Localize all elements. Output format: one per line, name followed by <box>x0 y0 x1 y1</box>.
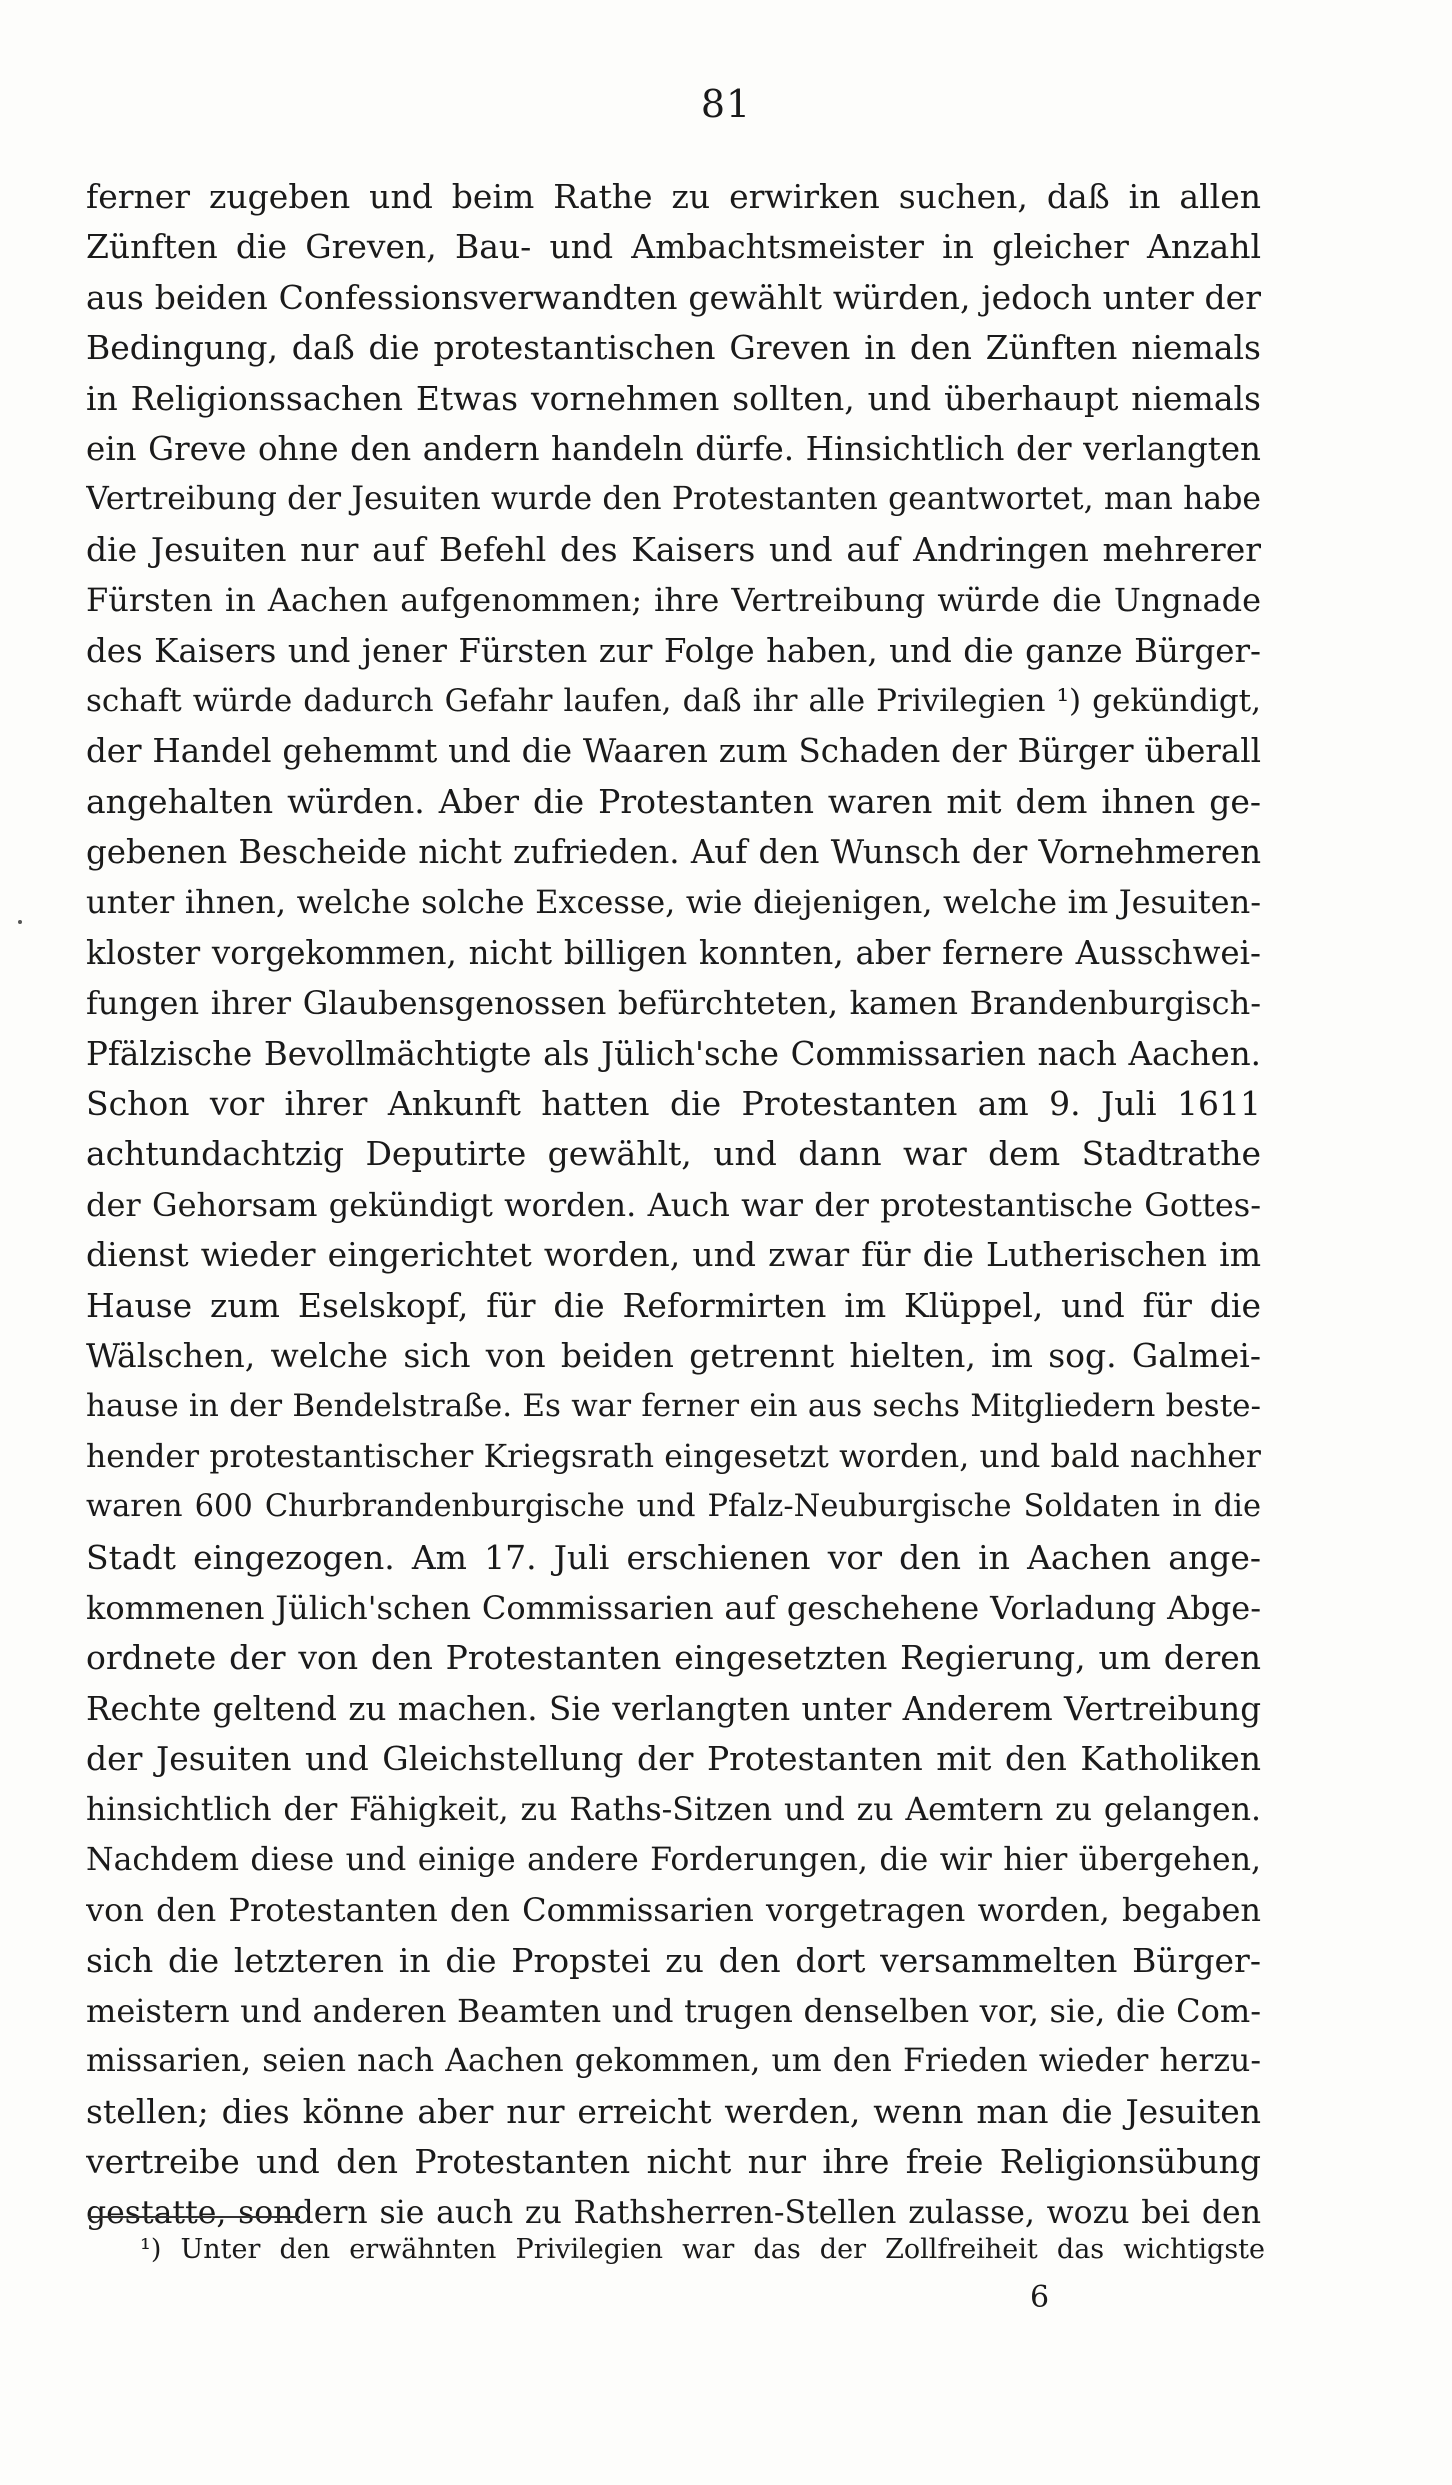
text-line: stellen; dies könne aber nur erreicht werden, wenn man die Jesuiten <box>86 2091 1261 2131</box>
text-line: in Religionssachen Etwas vornehmen sollten, und überhaupt niemals <box>86 378 1261 418</box>
page-number: 81 <box>700 82 752 126</box>
text-line: der Handel gehemmt und die Waaren zum Schaden der Bürger überall <box>86 732 1261 771</box>
text-line: Nachdem diese und einige andere Forderungen, die wir hier übergehen, <box>86 1841 1261 1878</box>
text-line: angehalten würden. Aber die Protestanten waren mit dem ihnen ge- <box>86 781 1261 821</box>
text-line: schaft würde dadurch Gefahr laufen, daß ihr alle Privilegien ¹) gekündigt, <box>86 682 1261 719</box>
text-line: ein Greve ohne den andern handeln dürfe. Hinsichtlich der verlangten <box>86 429 1261 468</box>
text-line: Stadt eingezogen. Am 17. Juli erschienen vor den in Aachen ange- <box>86 1537 1261 1577</box>
text-line: gebenen Bescheide nicht zufrieden. Auf den Wunsch der Vornehmeren <box>86 833 1261 872</box>
text-line: waren 600 Churbrandenburgische und Pfalz-Neuburgische Soldaten in die <box>86 1489 1261 1525</box>
text-line: der Gehorsam gekündigt worden. Auch war der protestantische Gottes- <box>86 1185 1261 1224</box>
text-line: Zünften die Greven, Bau- und Ambachtsmeister in gleicher Anzahl <box>86 227 1261 267</box>
footnote: ¹) Unter den erwähnten Privilegien war das der Zollfreiheit das wichtigste <box>140 2234 1265 2265</box>
text-line: gestatte, sondern sie auch zu Rathsherren-Stellen zulasse, wozu bei den <box>86 2194 1261 2231</box>
text-line: sich die letzteren in die Propstei zu den dort versammelten Bürger- <box>86 1940 1261 1980</box>
text-line: aus beiden Confessionsverwandten gewählt würden, jedoch unter der <box>86 277 1261 317</box>
text-line: kommenen Jülich'schen Commissarien auf geschehene Vorladung Abge- <box>86 1588 1261 1627</box>
text-line: Hause zum Eselskopf, für die Reformirten im Klüppel, und für die <box>86 1285 1261 1325</box>
text-line: der Jesuiten und Gleichstellung der Protestanten mit den Katholiken <box>86 1739 1261 1779</box>
text-line: meistern und anderen Beamten und trugen denselben vor, sie, die Com- <box>86 1992 1261 2031</box>
text-line: von den Protestanten den Commissarien vorgetragen worden, begaben <box>86 1891 1261 1930</box>
footnote-rule <box>88 2216 300 2218</box>
signature-mark: 6 <box>1030 2280 1050 2315</box>
text-line: Wälschen, welche sich von beiden getrennt hielten, im sog. Galmei- <box>86 1335 1261 1375</box>
text-line: des Kaisers und jener Fürsten zur Folge haben, und die ganze Bürger- <box>86 631 1261 670</box>
text-line: ferner zugeben und beim Rathe zu erwirken suchen, daß in allen <box>86 177 1261 216</box>
text-line: Vertreibung der Jesuiten wurde den Protestanten geantwortet, man habe <box>86 481 1261 518</box>
body-text <box>86 172 1261 2238</box>
text-line: achtundachtzig Deputirte gewählt, und dann war dem Stadtrathe <box>86 1134 1261 1174</box>
text-line: kloster vorgekommen, nicht billigen konnten, aber fernere Ausschwei- <box>86 933 1261 972</box>
text-line: unter ihnen, welche solche Excesse, wie diejenigen, welche im Jesuiten- <box>86 883 1261 922</box>
text-line: missarien, seien nach Aachen gekommen, um den Frieden wieder herzu- <box>86 2043 1261 2080</box>
text-line: fungen ihrer Glaubensgenossen befürchteten, kamen Brandenburgisch- <box>86 984 1261 1023</box>
text-line: Bedingung, daß die protestantischen Greven in den Zünften niemals <box>86 328 1261 368</box>
text-line: dienst wieder eingerichtet worden, und zwar für die Lutherischen im <box>86 1235 1261 1275</box>
text-line: Schon vor ihrer Ankunft hatten die Protestanten am 9. Juli 1611 <box>86 1084 1261 1124</box>
text-line: Rechte geltend zu machen. Sie verlangten unter Anderem Vertreibung <box>86 1689 1261 1728</box>
text-line: hinsichtlich der Fähigkeit, zu Raths-Sitzen und zu Aemtern zu gelangen. <box>86 1791 1261 1828</box>
text-line: Pfälzische Bevollmächtigte als Jülich'sche Commissarien nach Aachen. <box>86 1034 1261 1073</box>
text-line: hender protestantischer Kriegsrath eingesetzt worden, und bald nachher <box>86 1438 1261 1475</box>
text-line: ordnete der von den Protestanten eingesetzten Regierung, um deren <box>86 1638 1261 1678</box>
text-line: hause in der Bendelstraße. Es war ferner ein aus sechs Mitgliedern beste- <box>86 1388 1261 1425</box>
text-line: Fürsten in Aachen aufgenommen; ihre Vertreibung würde die Ungnade <box>86 581 1261 620</box>
margin-speck <box>18 920 22 924</box>
text-line: vertreibe und den Protestanten nicht nur ihre freie Religionsübung <box>86 2142 1261 2182</box>
text-line: die Jesuiten nur auf Befehl des Kaisers und auf Andringen mehrerer <box>86 529 1261 569</box>
